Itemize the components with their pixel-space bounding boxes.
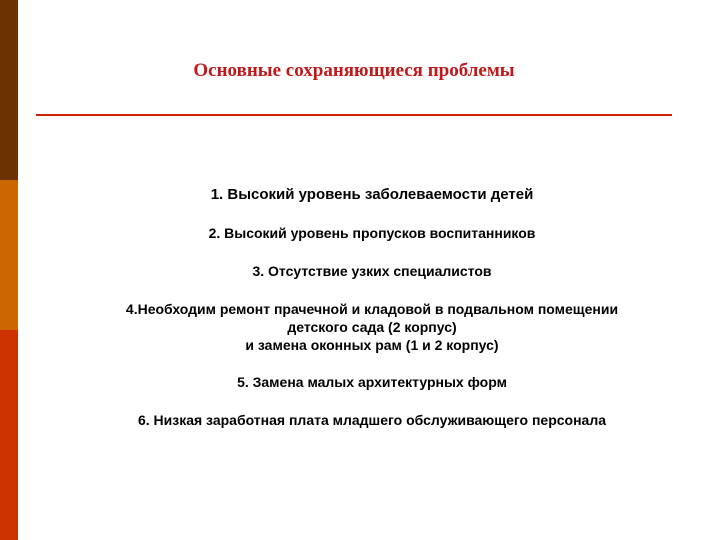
list-item-text: детского сада (2 корпус) <box>287 319 457 335</box>
side-band-top <box>0 0 18 180</box>
list-item-text: и замена оконных рам (1 и 2 корпус) <box>245 337 499 353</box>
side-band-bottom <box>0 330 18 540</box>
list-item <box>18 411 720 429</box>
list-item <box>18 186 720 204</box>
list-item <box>18 373 720 391</box>
list-item-text: 6. Низкая заработная плата младшего обслуживающего персонала <box>137 412 607 428</box>
list-item-text: 1. Высокий уровень заболеваемости детей <box>210 186 534 203</box>
slide-title: Основные сохраняющиеся проблемы <box>193 60 515 81</box>
list-item-text: 3. Отсутствие узких специалистов <box>252 263 492 279</box>
list-item-text: 5. Замена малых архитектурных форм <box>237 374 507 390</box>
list-item-text: 2. Высокий уровень пропусков воспитанников <box>208 225 536 241</box>
list-item <box>18 224 720 242</box>
list-item <box>18 262 720 280</box>
side-band-middle <box>0 180 18 330</box>
title-underline <box>36 114 672 116</box>
problem-list <box>18 186 720 429</box>
list-item <box>18 300 720 354</box>
list-item-text: 4.Необходим ремонт прачечной и кладовой в подвальном помещении <box>125 301 619 317</box>
